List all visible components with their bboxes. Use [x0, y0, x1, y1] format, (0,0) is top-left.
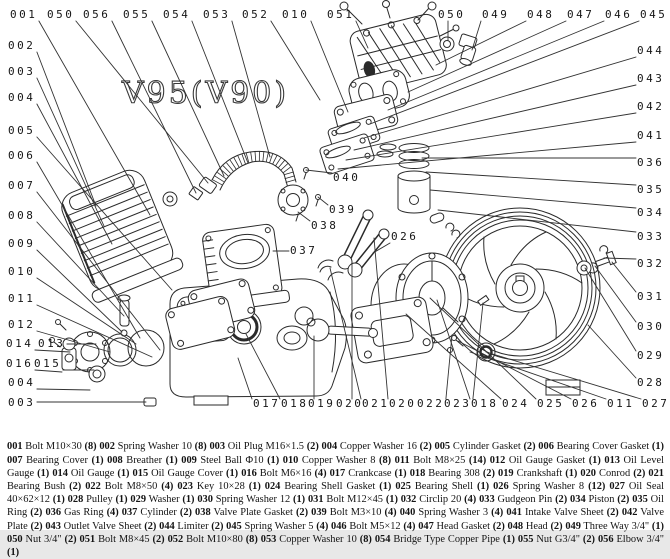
callout-050: 050	[47, 9, 74, 21]
callout-038: 038	[311, 220, 338, 232]
callout-052: 052	[242, 9, 269, 21]
callout-037: 037	[290, 245, 317, 257]
callout-027: 027	[642, 398, 669, 410]
callout-020: 020	[389, 398, 416, 410]
callout-018: 018	[471, 398, 498, 410]
callout-025: 025	[537, 398, 564, 410]
callout-010: 010	[282, 9, 309, 21]
callout-026: 026	[391, 231, 418, 243]
callout-028: 028	[637, 377, 664, 389]
nut-drawing	[440, 37, 454, 51]
callout-010: 010	[8, 266, 35, 278]
callout-015: 015	[34, 358, 61, 370]
callout-047: 047	[567, 9, 594, 21]
callout-004: 004	[8, 92, 35, 104]
callout-051: 051	[327, 9, 354, 21]
callout-036: 036	[637, 157, 664, 169]
callout-002: 002	[8, 40, 35, 52]
callout-050: 050	[438, 9, 465, 21]
callout-048: 048	[527, 9, 554, 21]
left-cylinder-drawing	[53, 164, 184, 304]
callout-049: 049	[482, 9, 509, 21]
callout-024: 024	[502, 398, 529, 410]
callout-040: 040	[333, 172, 360, 184]
model-title: V95(V90)	[121, 76, 289, 111]
callout-007: 007	[8, 180, 35, 192]
callout-019: 019	[308, 398, 335, 410]
callout-032: 032	[637, 258, 664, 270]
callout-042: 042	[637, 101, 664, 113]
callout-035: 035	[637, 184, 664, 196]
callout-004: 004	[8, 377, 35, 389]
callout-044: 044	[637, 45, 664, 57]
callout-021: 021	[362, 398, 389, 410]
callout-003: 003	[8, 397, 35, 409]
pulley-bolt-set-drawing	[577, 246, 616, 275]
callout-013: 013	[38, 338, 65, 350]
callout-046: 046	[605, 9, 632, 21]
callout-022: 022	[417, 398, 444, 410]
callout-043: 043	[637, 73, 664, 85]
callout-011: 011	[607, 398, 634, 410]
callout-031: 031	[637, 291, 664, 303]
callout-018: 018	[281, 398, 308, 410]
callout-055: 055	[123, 9, 150, 21]
callout-014: 014	[6, 338, 33, 350]
callout-039: 039	[329, 204, 356, 216]
conrod-drawing	[338, 210, 389, 277]
callout-056: 056	[83, 9, 110, 21]
callout-017: 017	[253, 398, 280, 410]
callout-011: 011	[8, 293, 35, 305]
callout-054: 054	[163, 9, 190, 21]
callout-003: 003	[8, 66, 35, 78]
callout-016: 016	[6, 358, 33, 370]
callout-001: 001	[10, 9, 37, 21]
callout-009: 009	[8, 238, 35, 250]
bridge-pipe-drawing	[163, 151, 308, 215]
callout-041: 041	[637, 130, 664, 142]
callout-012: 012	[8, 319, 35, 331]
callout-020: 020	[336, 398, 363, 410]
callout-053: 053	[203, 9, 230, 21]
callout-033: 033	[637, 231, 664, 243]
callout-005: 005	[8, 125, 35, 137]
piston-drawing	[398, 171, 460, 238]
callout-026: 026	[572, 398, 599, 410]
parts-list: 001 Bolt M10×30 (8) 002 Spring Washer 10 (8) 003 Oil Plug M16×1.5 (2) 004 Copper Washer 16 (2) 005 Cylinder Gasket (2) 006 Bearing Cover Gasket (1) 007 Bearing Cover (1) 008 Breather (1) 009 Steel Ball Φ10 (1) 010 Copper Washer 8 (8) 011 Bolt M8×25 (14) 012 Oil Gauge Gasket (1) 013 Oil Level Gauge (1) 014 Oil Gauge (1) 015 Oil Gauge Cover (1) 016 Bolt M6×16 (4) 017 Crankcase (1) 018 Bearing 308 (2) 019 Crankshaft (1) 020 Conrod (2) 021 Bearing Bush (2) 022 Bolt M8×50 (4) 023 Key 10×28 (1) 024 Bearing Shell Gasket (1) 025 Bearing Shell (1) 026 Spring Washer 8 (12) 027 Oil Seal 40×62×12 (1) 028 Pulley (1) 029 Washer (1) 030 Spring Washer 12 (1) 031 Bolt M12×45 (1) 032 Circlip 20 (4) 033 Gudgeon Pin (2) 034 Piston (2) 035 Oil Ring (2) 036 Gas Ring (4) 037 Cylinder (2) 038 Valve Plate Gasket (2) 039 Bolt M3×10 (4) 040 Spring Washer 3 (4) 041 Intake Valve Sheet (2) 042 Valve Plate (2) 043 Outlet Valve Sheet (2) 044 Limiter (2) 045 Spring Washer 5 (4) 046 Bolt M5×12 (4) 047 Head Gasket (2) 048 Head (2) 049 Three Way 3/4" (1) 050 Nut 3/4" (2) 051 Bolt M8×45 (2) 052 Bolt M10×80 (8) 053 Copper Washer 10 (8) 054 Bridge Type Copper Pipe (1) 055 Nut G3/4" (2) 056 Elbow 3/4" (1)	[7, 440, 664, 559]
callout-006: 006	[8, 150, 35, 162]
callout-034: 034	[637, 207, 664, 219]
callout-029: 029	[637, 350, 664, 362]
callout-023: 023	[444, 398, 471, 410]
callout-045: 045	[640, 9, 667, 21]
callout-008: 008	[8, 210, 35, 222]
callout-030: 030	[637, 321, 664, 333]
